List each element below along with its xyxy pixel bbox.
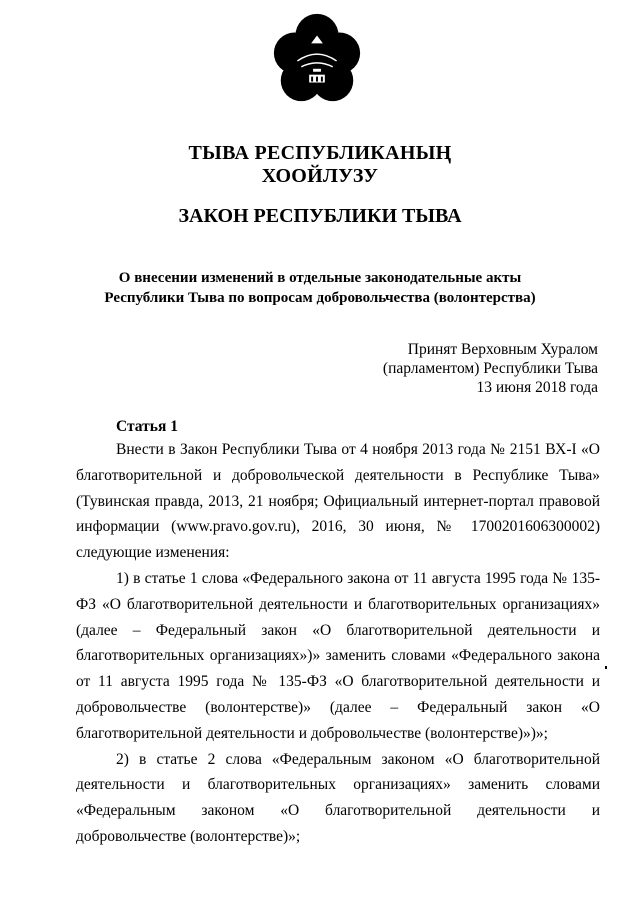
adoption-date: 13 июня 2018 года xyxy=(476,379,598,396)
adoption-line2: (парламентом) Республики Тыва xyxy=(382,360,598,377)
law-subject-line2: Республики Тыва по вопросам добровольчества (волонтерства) xyxy=(104,290,536,306)
scan-speck xyxy=(605,666,607,669)
article-paragraph: 2) в статье 2 слова «Федеральным законом «О благотворительной деятельности и благотворительных организациях» заменить словами «Федеральным законом «О благотворительной деятельности и добровольчестве (волонтерстве)»; xyxy=(76,750,600,845)
article-paragraph: 1) в статье 1 слова «Федерального закона от 11 августа 1995 года № 135-ФЗ «О благотворительной деятельности и благотворительных организациях» (далее – Федеральный закон «О благотворительной деятельности и благотворительных организациях»)» заменить словами «Федерального закона от 11 августа 1995 года № 135-ФЗ «О благотворительной деятельности и добровольчестве (волонтерстве)» (далее – Федеральный закон «О благотворительной деятельности и добровольчестве (волонтерстве)»)»; xyxy=(76,569,600,742)
article-paragraph: Внести в Закон Республики Тыва от 4 ноября 2013 года № 2151 ВХ-I «О благотворительной и добровольческой деятельности в Республике Тыва» (Тувинская правда, 2013, 21 ноября; Официальный интернет-портал правовой информации (www.pravo.gov.ru), 2016, 30 июня, № 1700201606300002) следующие изменения: xyxy=(76,441,600,562)
adoption-note xyxy=(278,340,598,397)
header-tyva-line2: ХООЙЛУЗУ xyxy=(261,165,379,187)
law-subject-line1: О внесении изменений в отдельные законодательные акты xyxy=(118,270,522,286)
law-title: ЗАКОН РЕСПУБЛИКИ ТЫВА xyxy=(178,205,462,227)
article-title: Статья 1 xyxy=(116,418,178,435)
tyva-emblem-icon xyxy=(268,10,366,108)
header-tyva-line1: ТЫВА РЕСПУБЛИКАНЫҢ xyxy=(188,142,452,164)
article-body xyxy=(76,437,600,850)
adoption-line1: Принят Верховным Хуралом xyxy=(407,341,598,358)
law-subject xyxy=(0,268,640,308)
